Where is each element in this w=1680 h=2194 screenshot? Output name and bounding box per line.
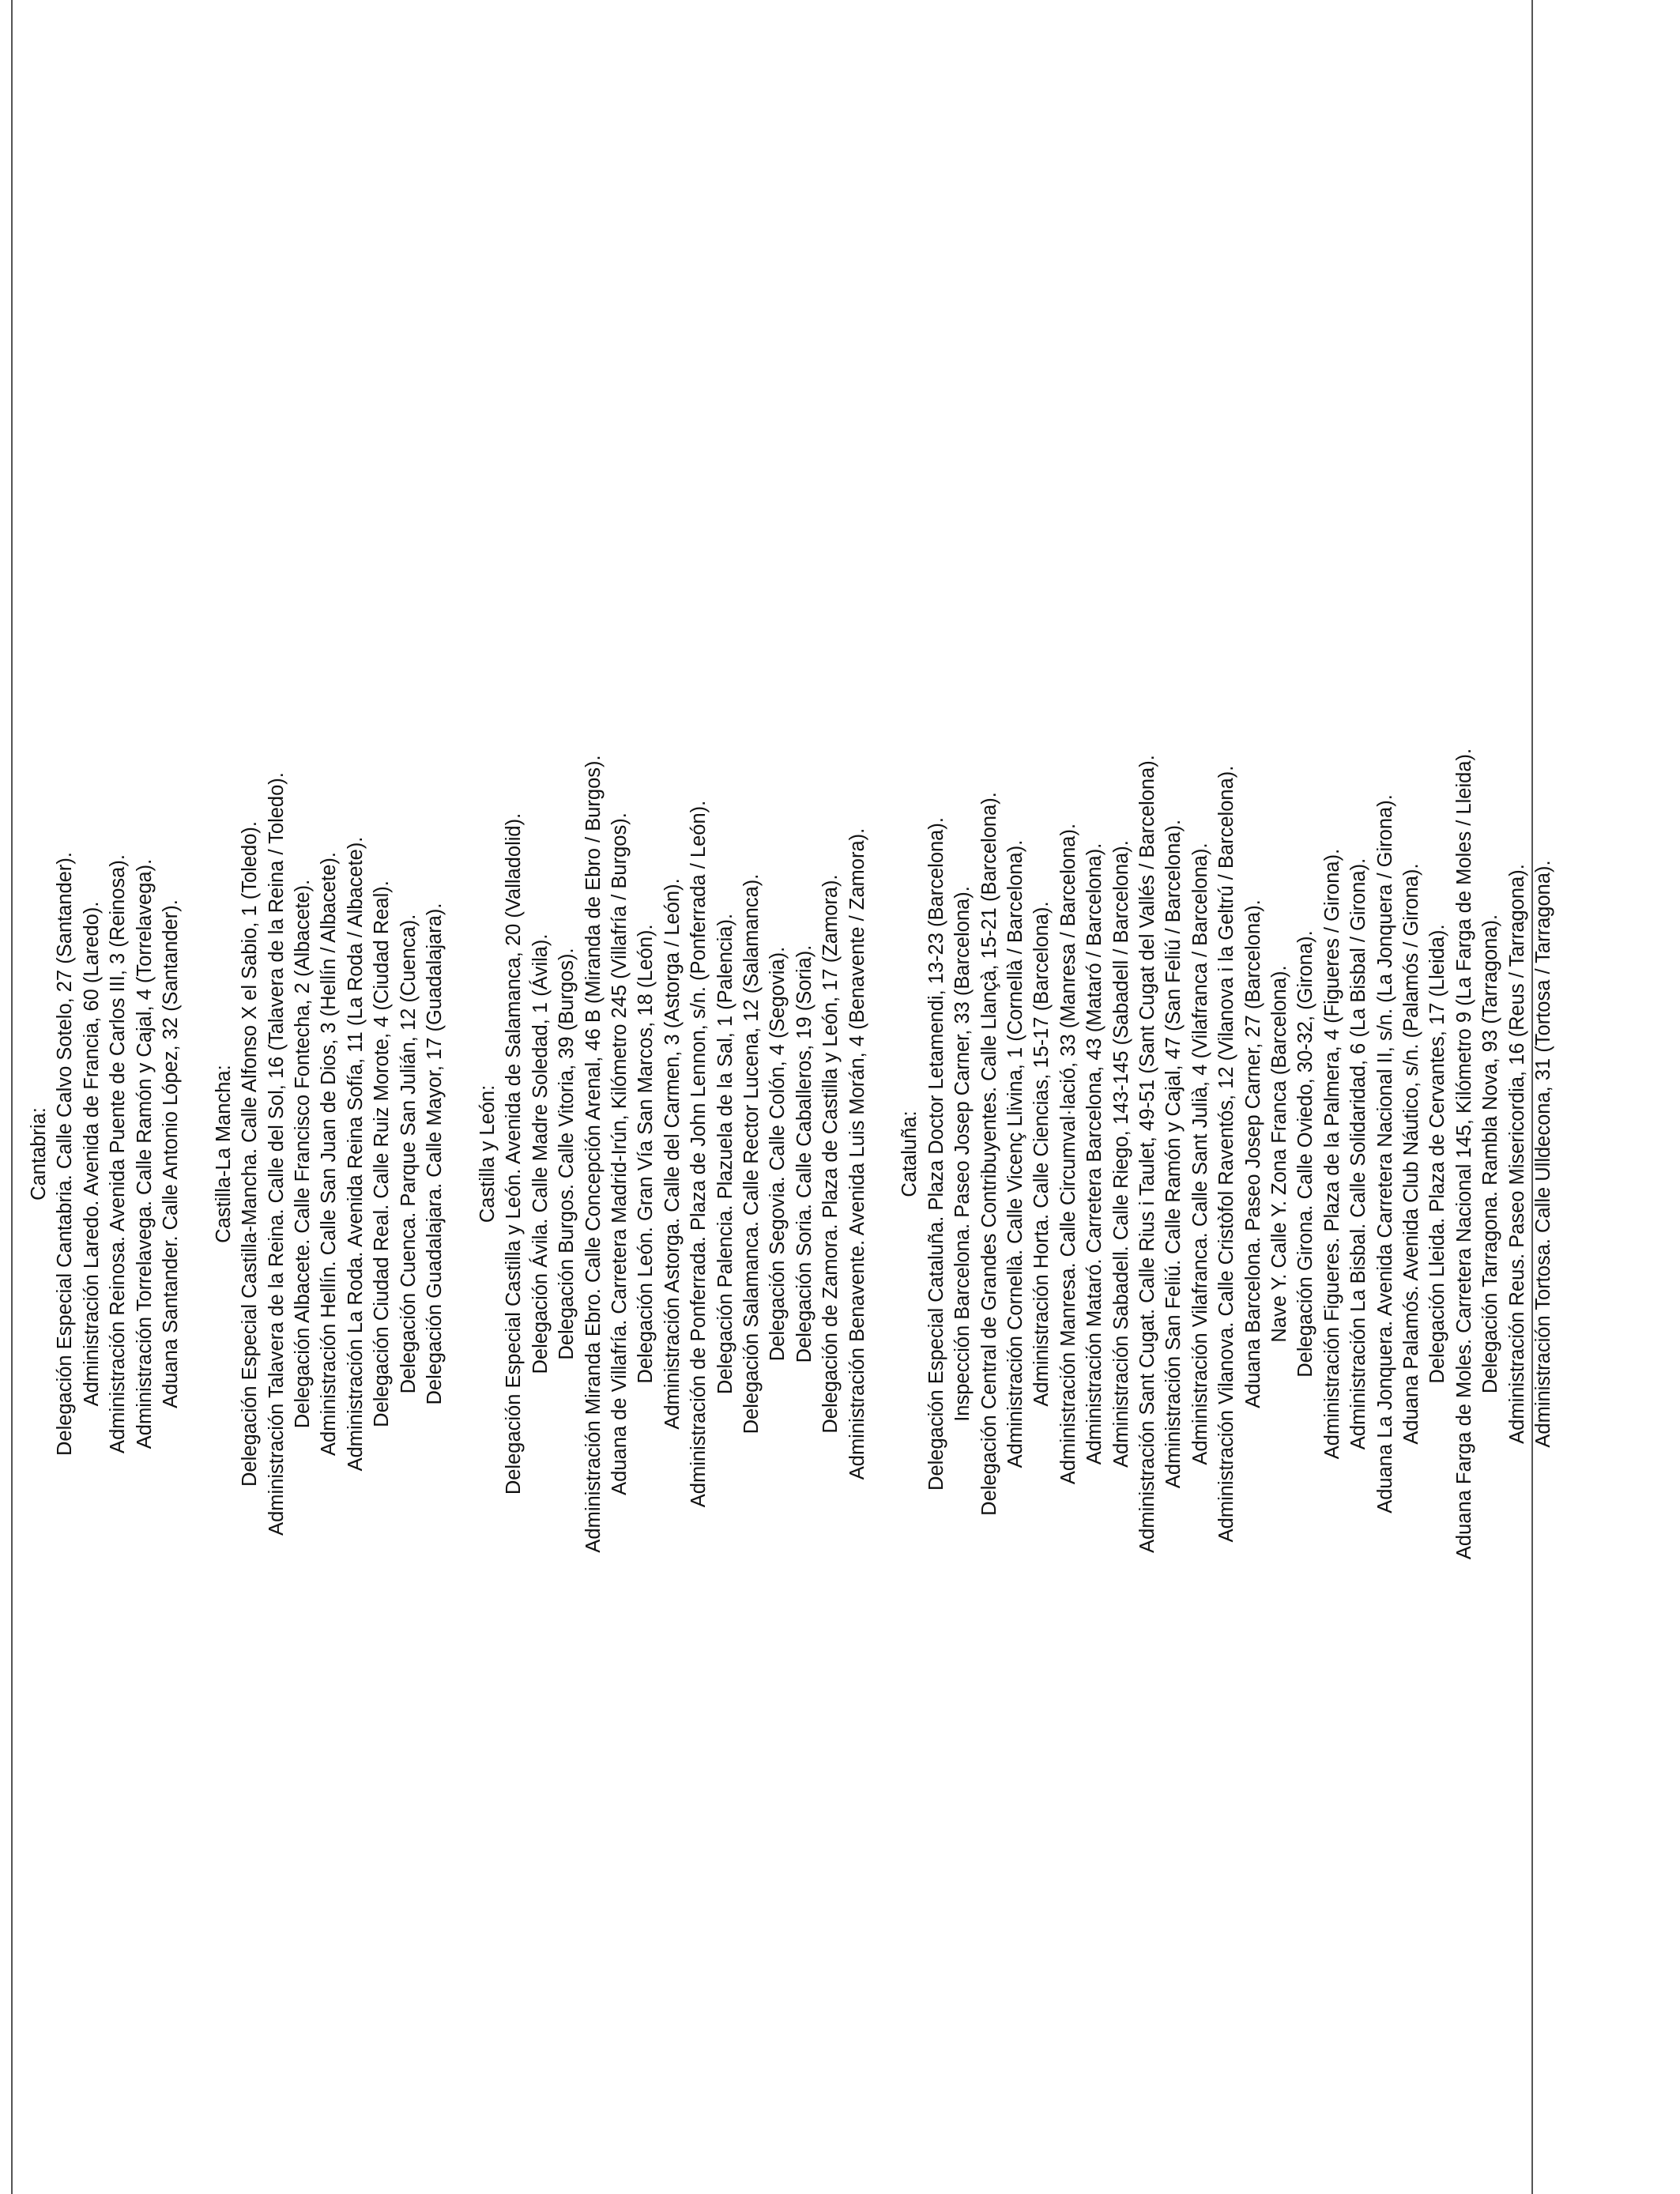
- address-line: Administración Benavente. Avenida Luis Morán, 4 (Benavente / Zamora).: [846, 827, 868, 1480]
- address-line: Administración Manresa. Calle Circumval·lació, 33 (Manresa / Barcelona).: [1057, 823, 1079, 1485]
- section-heading: Castilla y León:: [476, 1084, 499, 1223]
- address-line: Administración Astorga. Calle del Carmen, 3 (Astorga / León).: [661, 878, 684, 1430]
- address-line: Administración Talavera de la Reina. Calle del Sol, 16 (Talavera de la Reina / Toledo).: [265, 772, 288, 1536]
- section-spacer: [448, 443, 474, 1865]
- address-line: Delegación Guadalajara. Calle Mayor, 17 (Guadalajara).: [424, 903, 446, 1405]
- address-line: Administración Figueres. Plaza de la Palmera, 4 (Figueres / Girona).: [1320, 848, 1343, 1460]
- left-margin-line: [11, 0, 13, 2194]
- section-spacer: [871, 443, 897, 1865]
- address-line: Delegación Girona. Calle Oviedo, 30-32, (Girona).: [1294, 930, 1317, 1378]
- address-line: Delegación Especial Cataluña. Plaza Doctor Letamendi, 13-23 (Barcelona).: [925, 817, 947, 1491]
- address-line: Delegación Tarragona. Rambla Nova, 93 (Tarragona).: [1479, 914, 1502, 1394]
- address-line: Administración Horta. Calle Ciencias, 15-17 (Barcelona).: [1030, 901, 1053, 1407]
- address-line: Administración La Roda. Avenida Reina Sofía, 11 (La Roda / Albacete).: [344, 836, 367, 1472]
- section-heading: Castilla-La Mancha:: [212, 1065, 235, 1243]
- section-cataluna: [897, 443, 1557, 1865]
- address-line: Administración Mataró. Carretera Barcelona, 43 (Mataró / Barcelona).: [1083, 843, 1106, 1465]
- address-line: Administración Laredo. Avenida de Francia, 60 (Laredo).: [80, 901, 103, 1407]
- section-cantabria: [26, 443, 184, 1865]
- address-line: Administración de Ponferrada. Plaza de John Lennon, s/n. (Ponferrada / León).: [687, 800, 710, 1508]
- address-line: Administración Vilanova. Calle Cristòfol Raventós, 12 (Vilanova i la Geltrú / Barcelona).: [1215, 765, 1238, 1543]
- address-line: Administración Vilafranca. Calle Sant Julià, 4 (Vilafranca / Barcelona).: [1188, 843, 1211, 1465]
- section-heading: Cataluña:: [898, 1110, 921, 1197]
- address-line: Inspección Barcelona. Paseo Josep Carner, 33 (Barcelona).: [951, 886, 974, 1422]
- address-line: Administración Reus. Paseo Misericordia, 16 (Reus / Tarragona).: [1505, 864, 1528, 1444]
- address-line: Administración Reinosa. Avenida Puente de Carlos III, 3 (Reinosa).: [107, 854, 130, 1453]
- address-line: Delegación Ávila. Calle Madre Soledad, 1 (Ávila).: [529, 933, 552, 1374]
- address-line: Nave Y. Calle Y. Zona Franca (Barcelona).: [1268, 965, 1291, 1343]
- address-line: Aduana Farga de Moles. Carretera Nacional 145, Kilómetro 9 (La Farga de Moles / Lleida).: [1452, 748, 1475, 1560]
- address-line: Delegación Segovia. Calle Colón, 4 (Segovia).: [767, 946, 789, 1362]
- section-castilla-la-mancha: [211, 443, 449, 1865]
- address-line: Delegación de Zamora. Plaza de Castilla y León, 17 (Zamora).: [819, 874, 842, 1434]
- address-line: Delegación Ciudad Real. Calle Ruiz Morote, 4 (Ciudad Real).: [371, 880, 394, 1427]
- section-castilla-y-leon: [475, 443, 871, 1865]
- address-line: Administración Miranda Ebro. Calle Concepción Arenal, 46 B (Miranda de Ebro / Burgos).: [582, 755, 605, 1553]
- address-line: Delegación Palencia. Plazuela de la Sal, 1 (Palencia).: [714, 913, 736, 1395]
- address-line: Administración Sabadell. Calle Riego, 143-145 (Sabadell / Barcelona).: [1109, 840, 1132, 1468]
- address-line: Delegación Especial Cantabria. Calle Calvo Sotelo, 27 (Santander).: [54, 851, 77, 1457]
- address-line: Administración Tortosa. Calle Ulldecona, 31 (Tortosa / Tarragona).: [1532, 860, 1555, 1448]
- address-line: Delegación Albacete. Calle Francisco Fontecha, 2 (Albacete).: [292, 879, 315, 1429]
- address-line: Administración La Bisbal. Calle Solidaridad, 6 (La Bisbal / Girona).: [1347, 858, 1370, 1450]
- address-line: Administración San Feliú. Calle Ramón y Cajal, 47 (San Feliú / Barcelona).: [1162, 819, 1185, 1489]
- address-line: Administración Sant Cugat. Calle Rius i Taulet, 49-51 (Sant Cugat del Vallés / Barcelona).: [1136, 755, 1159, 1553]
- address-line: Aduana de Villafría. Carretera Madrid-Irún, Kilómetro 245 (Villafría / Burgos).: [608, 812, 631, 1495]
- address-line: Administración Cornellà. Calle Vicenç Llivina, 1 (Cornellà / Barcelona).: [1004, 839, 1026, 1468]
- section-heading: Cantabria:: [28, 1107, 50, 1201]
- address-line: Administración Torrelavega. Calle Ramón y Cajal, 4 (Torrelavega).: [133, 858, 156, 1449]
- address-line: Delegación Salamanca. Calle Rector Lucena, 12 (Salamanca).: [740, 873, 763, 1434]
- address-line: Delegación Lleida. Plaza de Cervantes, 17 (Lleida).: [1426, 924, 1449, 1384]
- address-line: Delegación León. Gran Vía San Marcos, 18 (León).: [635, 924, 657, 1384]
- address-line: Aduana Palamós. Avenida Club Náutico, s/n. (Palamós / Girona).: [1400, 863, 1423, 1445]
- rotated-document-content: [26, 443, 1555, 1865]
- section-spacer: [184, 443, 210, 1865]
- address-line: Administración Hellín. Calle San Juan de Dios, 3 (Hellín / Albacete).: [318, 852, 341, 1456]
- address-line: Aduana Santander. Calle Antonio López, 32 (Santander).: [160, 899, 183, 1408]
- address-line: Delegación Soria. Calle Caballeros, 19 (Soria).: [793, 944, 816, 1363]
- address-line: Delegación Especial Castilla-Mancha. Calle Alfonso X el Sabio, 1 (Toledo).: [239, 821, 262, 1487]
- address-line: Delegación Burgos. Calle Vitoria, 39 (Burgos).: [556, 948, 578, 1360]
- address-line: Delegación Central de Grandes Contribuyentes. Calle Llançà, 15-21 (Barcelona).: [977, 792, 1000, 1516]
- address-line: Delegación Especial Castilla y León. Avenida de Salamanca, 20 (Valladolid).: [503, 812, 525, 1495]
- address-line: Aduana Barcelona. Paseo Josep Carner, 27 (Barcelona).: [1241, 899, 1264, 1408]
- address-line: Delegación Cuenca. Parque San Julián, 12 (Cuenca).: [397, 914, 420, 1394]
- address-line: Aduana La Jonquera. Avenida Carretera Nacional II, s/n. (La Jonquera / Girona).: [1373, 794, 1396, 1514]
